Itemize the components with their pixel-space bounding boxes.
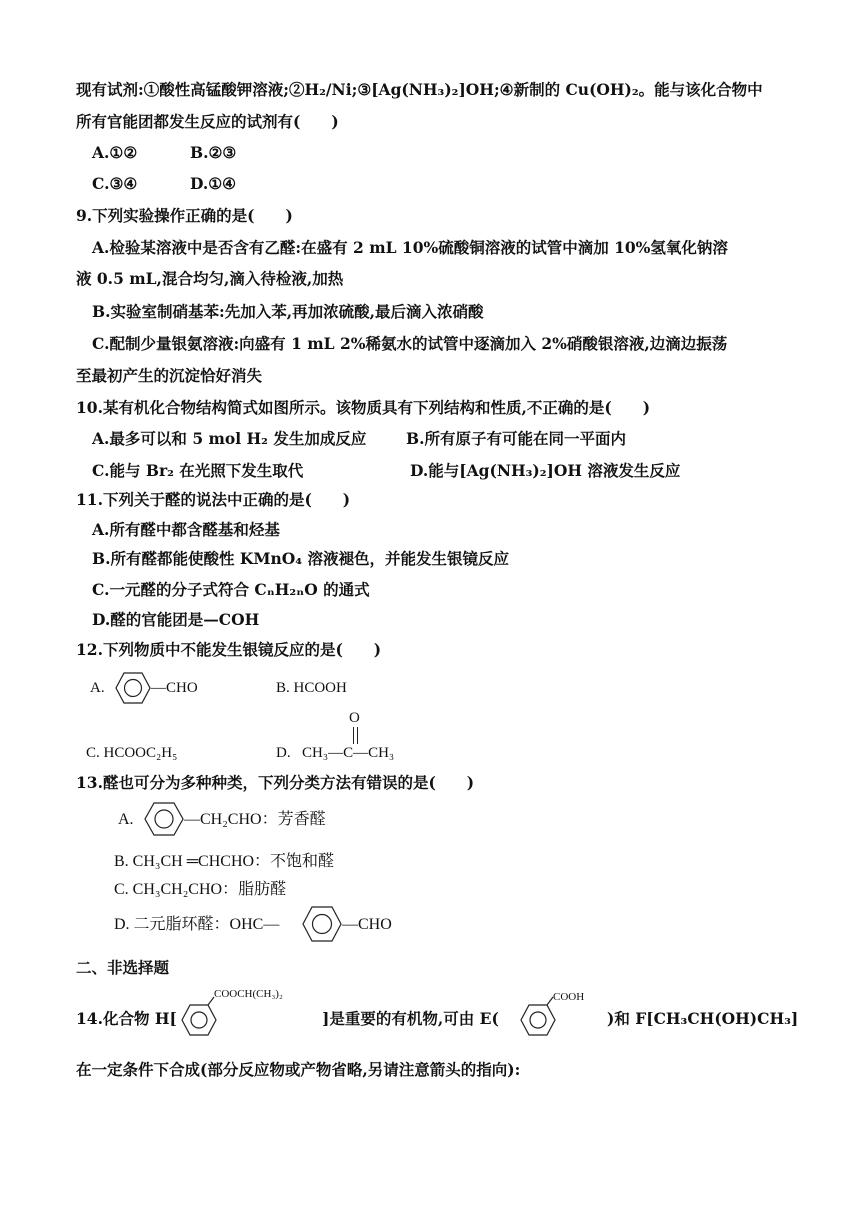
q13-option-c: C. CH₃CH₂CHO：脂肪醛 xyxy=(114,881,287,898)
q11-stem: 11.下列关于醛的说法中正确的是( ) xyxy=(76,490,351,509)
q9-option-a-line1: A.检验某溶液中是否含有乙醛:在盛有 2 mL 10%硫酸铜溶液的试管中滴加 10%氢氧化钠溶 xyxy=(92,238,728,257)
q12-option-d-formula: CH₃—C—CH₃ xyxy=(302,745,395,761)
q13-option-a-text: —CH₂CHO：芳香醛 xyxy=(184,811,326,828)
q12-option-d-oxygen: O xyxy=(349,710,360,726)
benzene-ring-icon xyxy=(115,672,151,704)
q8-stem-line2: 所有官能团都发生反应的试剂有( ) xyxy=(76,112,339,131)
q8-option-d: D.①④ xyxy=(190,174,237,193)
q12-option-a-group: —CHO xyxy=(151,680,198,696)
q11-option-a: A.所有醛中都含醛基和烃基 xyxy=(92,520,280,539)
q14-e-substituent: COOH xyxy=(553,991,585,1003)
q12-double-bond xyxy=(353,727,358,744)
q11-option-d: D.醛的官能团是—COH xyxy=(92,610,260,629)
q9-option-b: B.实验室制硝基苯:先加入苯,再加浓硫酸,最后滴入浓硝酸 xyxy=(92,302,484,321)
q8-option-a: A.①② xyxy=(92,143,138,162)
q9-option-c-line1: C.配制少量银氨溶液:向盛有 1 mL 2%稀氨水的试管中逐滴加入 2%硝酸银溶液,边滴边振荡 xyxy=(92,334,728,353)
q11-option-b: B.所有醛都能使酸性 KMnO₄ 溶液褪色，并能发生银镜反应 xyxy=(92,549,509,568)
benzene-ring-icon xyxy=(520,1004,556,1036)
q10-option-d: D.能与[Ag(NH₃)₂]OH 溶液发生反应 xyxy=(410,461,681,480)
benzene-ring-icon xyxy=(302,906,342,942)
q9-option-c-line2: 至最初产生的沉淀恰好消失 xyxy=(76,366,263,385)
q8-option-b: B.②③ xyxy=(190,143,237,162)
q13-stem: 13.醛也可分为多种种类，下列分类方法有错误的是( ) xyxy=(76,773,475,792)
q9-option-a-line2: 液 0.5 mL,混合均匀,滴入待检液,加热 xyxy=(76,269,344,288)
q10-option-c: C.能与 Br₂ 在光照下发生取代 xyxy=(92,461,304,480)
q14-text-post: )和 F[CH₃CH(OH)CH₃] xyxy=(607,1009,799,1028)
q13-option-d-tail: —CHO xyxy=(342,916,392,933)
q8-option-c: C.③④ xyxy=(92,174,138,193)
q13-option-a-label: A. xyxy=(118,811,134,828)
section-heading: 二、非选择题 xyxy=(76,958,170,977)
q11-option-c: C.一元醛的分子式符合 CₙH₂ₙO 的通式 xyxy=(92,580,370,599)
q10-stem: 10.某有机化合物结构简式如图所示。该物质具有下列结构和性质,不正确的是( ) xyxy=(76,398,651,417)
q10-option-b: B.所有原子有可能在同一平面内 xyxy=(406,429,626,448)
q12-stem: 12.下列物质中不能发生银镜反应的是( ) xyxy=(76,640,382,659)
q9-stem: 9.下列实验操作正确的是( ) xyxy=(76,206,293,225)
q14-text-line2: 在一定条件下合成(部分反应物或产物省略,另请注意箭头的指向): xyxy=(76,1060,521,1079)
q12-option-a-label: A. xyxy=(90,680,105,696)
benzene-ring-icon xyxy=(144,802,184,836)
q12-option-b: B. HCOOH xyxy=(276,680,347,696)
q14-h-substituent: COOCH(CH₃)₂ xyxy=(214,988,283,1000)
q12-option-c: C. HCOOC₂H₅ xyxy=(86,745,178,761)
q12-option-d-label: D. xyxy=(276,745,291,761)
q13-option-d-label: D. 二元脂环醛：OHC— xyxy=(114,916,280,933)
benzene-ring-icon xyxy=(181,1004,217,1036)
q14-text-mid: ]是重要的有机物,可由 E( xyxy=(322,1009,499,1028)
q10-option-a: A.最多可以和 5 mol H₂ 发生加成反应 xyxy=(92,429,367,448)
q13-option-b: B. CH₃CH ═CHCHO：不饱和醛 xyxy=(114,853,335,870)
q8-stem-line1: 现有试剂:①酸性高锰酸钾溶液;②H₂/Ni;③[Ag(NH₃)₂]OH;④新制的 Cu(OH)₂。能与该化合物中 xyxy=(76,80,763,99)
q14-text-pre: 14.化合物 H[ xyxy=(76,1009,177,1028)
